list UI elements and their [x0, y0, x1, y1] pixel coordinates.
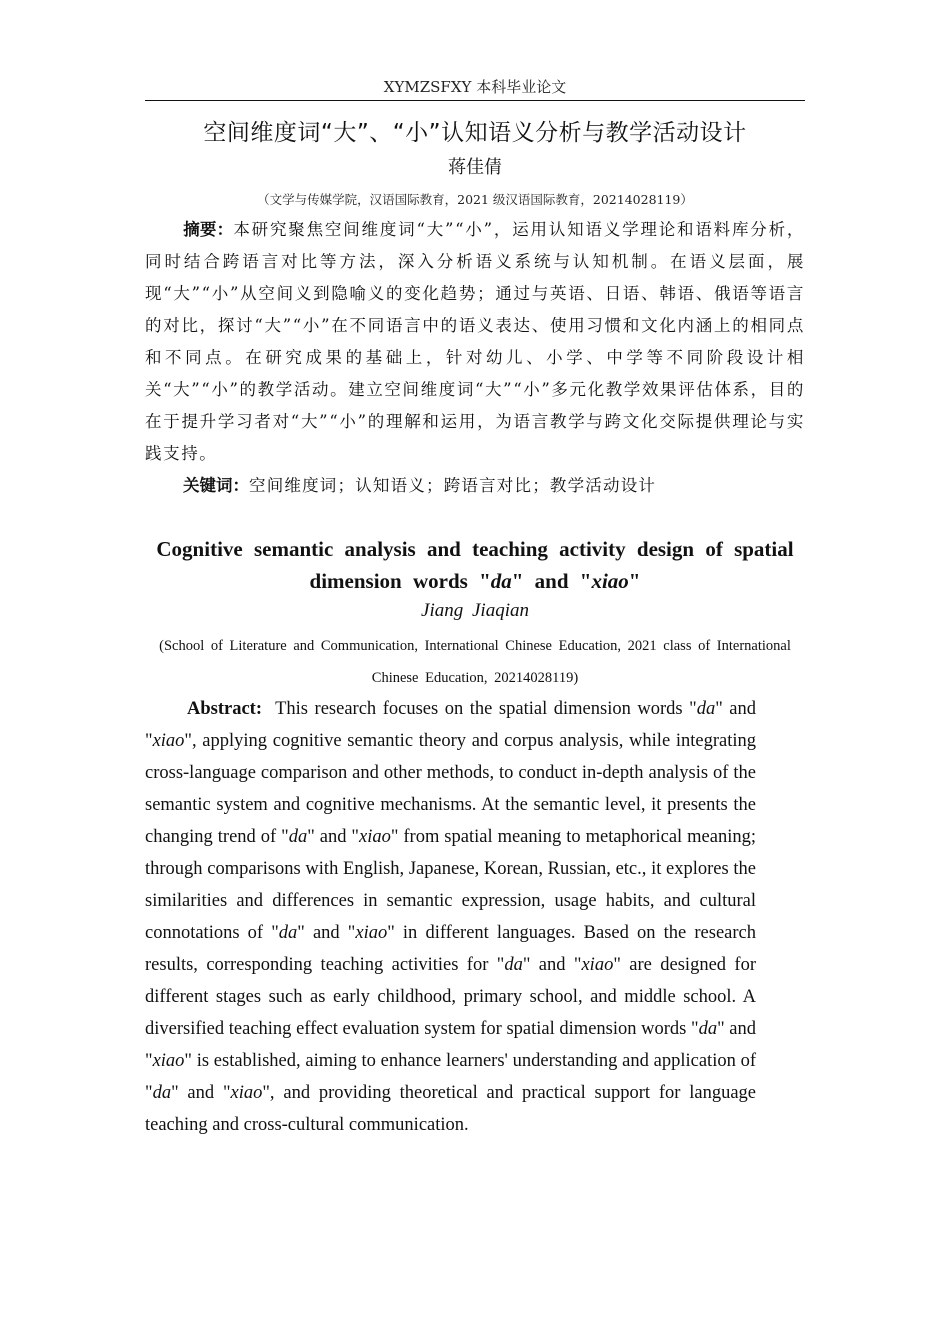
header-rule — [145, 100, 805, 101]
term-da: da — [152, 1083, 172, 1103]
english-affiliation: (School of Literature and Communication, International Chinese Education, 2021 class of International Chinese Education, 20214028119) — [159, 638, 791, 686]
chinese-affiliation: （文学与传媒学院，汉语国际教育，2021 级汉语国际教育，20214028119） — [257, 192, 693, 207]
term-da: da — [504, 955, 523, 975]
term-xiao: xiao — [355, 923, 388, 943]
english-abstract-text: " and " — [145, 699, 757, 751]
english-abstract — [145, 693, 756, 1141]
english-abstract-text: This research focuses on the spatial dimension words " — [275, 699, 697, 719]
running-header: XYMZSFXY 本科毕业论文 — [383, 78, 567, 96]
english-title-text: " and " — [511, 569, 592, 593]
term-xiao: xiao — [581, 955, 614, 975]
english-abstract-label: Abstract: — [187, 699, 263, 719]
chinese-author: 蒋佳倩 — [448, 157, 502, 178]
english-abstract-text: " in different languages. Based on the research results, corresponding teaching activities for " — [145, 923, 756, 975]
english-author: Jiang Jiaqian — [421, 600, 529, 621]
english-abstract-text: " from spatial meaning to metaphorical meaning; through comparisons with English, Japanese, Korean, Russian, etc., it explores the similarities and differences in semantic expression, usage habits, and cultural connotations of " — [145, 827, 756, 943]
english-title-text: " — [628, 569, 641, 593]
chinese-abstract-label: 摘要： — [183, 220, 234, 239]
english-abstract-text: " is established, aiming to enhance learners' understanding and application of " — [145, 1051, 756, 1103]
english-abstract-text: " and " — [297, 923, 356, 943]
chinese-title: 空间维度词“大”、“小”认知语义分析与教学活动设计 — [203, 120, 747, 146]
term-xiao: xiao — [230, 1083, 263, 1103]
english-title-xiao: xiao — [591, 569, 629, 593]
term-da: da — [278, 923, 298, 943]
chinese-keywords — [145, 470, 805, 502]
english-abstract-text: " and " — [307, 827, 359, 847]
term-da: da — [288, 827, 308, 847]
term-da: da — [696, 699, 716, 719]
english-title — [145, 533, 805, 597]
chinese-abstract-text: 本研究聚焦空间维度词“大”“小”，运用认知语义学理论和语料库分析，同时结合跨语言对比等方法，深入分析语义系统与认知机制。在语义层面，展现“大”“小”从空间义到隐喻义的变化趋势；通过与英语、日语、韩语、俄语等语言的对比，探讨“大”“小”在不同语言中的语义表达、使用习惯和文化内涵上的相同点和不同点。在研究成果的基础上，针对幼儿、小学、中学等不同阶段设计相关“大”“小”的教学活动。建立空间维度词“大”“小”多元化教学效果评估体系，目的在于提升学习者对“大”“小”的理解和运用，为语言教学与跨文化交际提供理论与实践支持。 — [145, 220, 806, 463]
term-xiao: xiao — [358, 827, 391, 847]
english-title-text: Cognitive semantic analysis and teaching activity design of spatial dimension words " — [156, 537, 794, 593]
english-abstract-text: " are designed for different stages such as early childhood, primary school, and middle school. A diversified teaching effect evaluation system for spatial dimension words " — [145, 955, 757, 1039]
english-abstract-text: ", applying cognitive semantic theory and corpus analysis, while integrating cross-language comparison and other methods, to conduct in-depth analysis of the semantic system and cognitive mechanisms. At the semantic level, it presents the changing trend of " — [145, 731, 756, 847]
english-abstract-text: " and " — [522, 955, 582, 975]
english-abstract-text: ", and providing theoretical and practical support for language teaching and cross-cultural communication. — [145, 1083, 756, 1135]
english-abstract-text: " and " — [171, 1083, 231, 1103]
term-da: da — [698, 1019, 718, 1039]
term-xiao: xiao — [152, 731, 185, 751]
english-abstract-text: " and " — [145, 1019, 756, 1071]
english-title-da: da — [490, 569, 512, 593]
chinese-keywords-text: 空间维度词；认知语义；跨语言对比；教学活动设计 — [249, 476, 657, 495]
term-xiao: xiao — [152, 1051, 185, 1071]
chinese-keywords-label: 关键词： — [183, 476, 249, 495]
chinese-abstract — [145, 214, 805, 470]
